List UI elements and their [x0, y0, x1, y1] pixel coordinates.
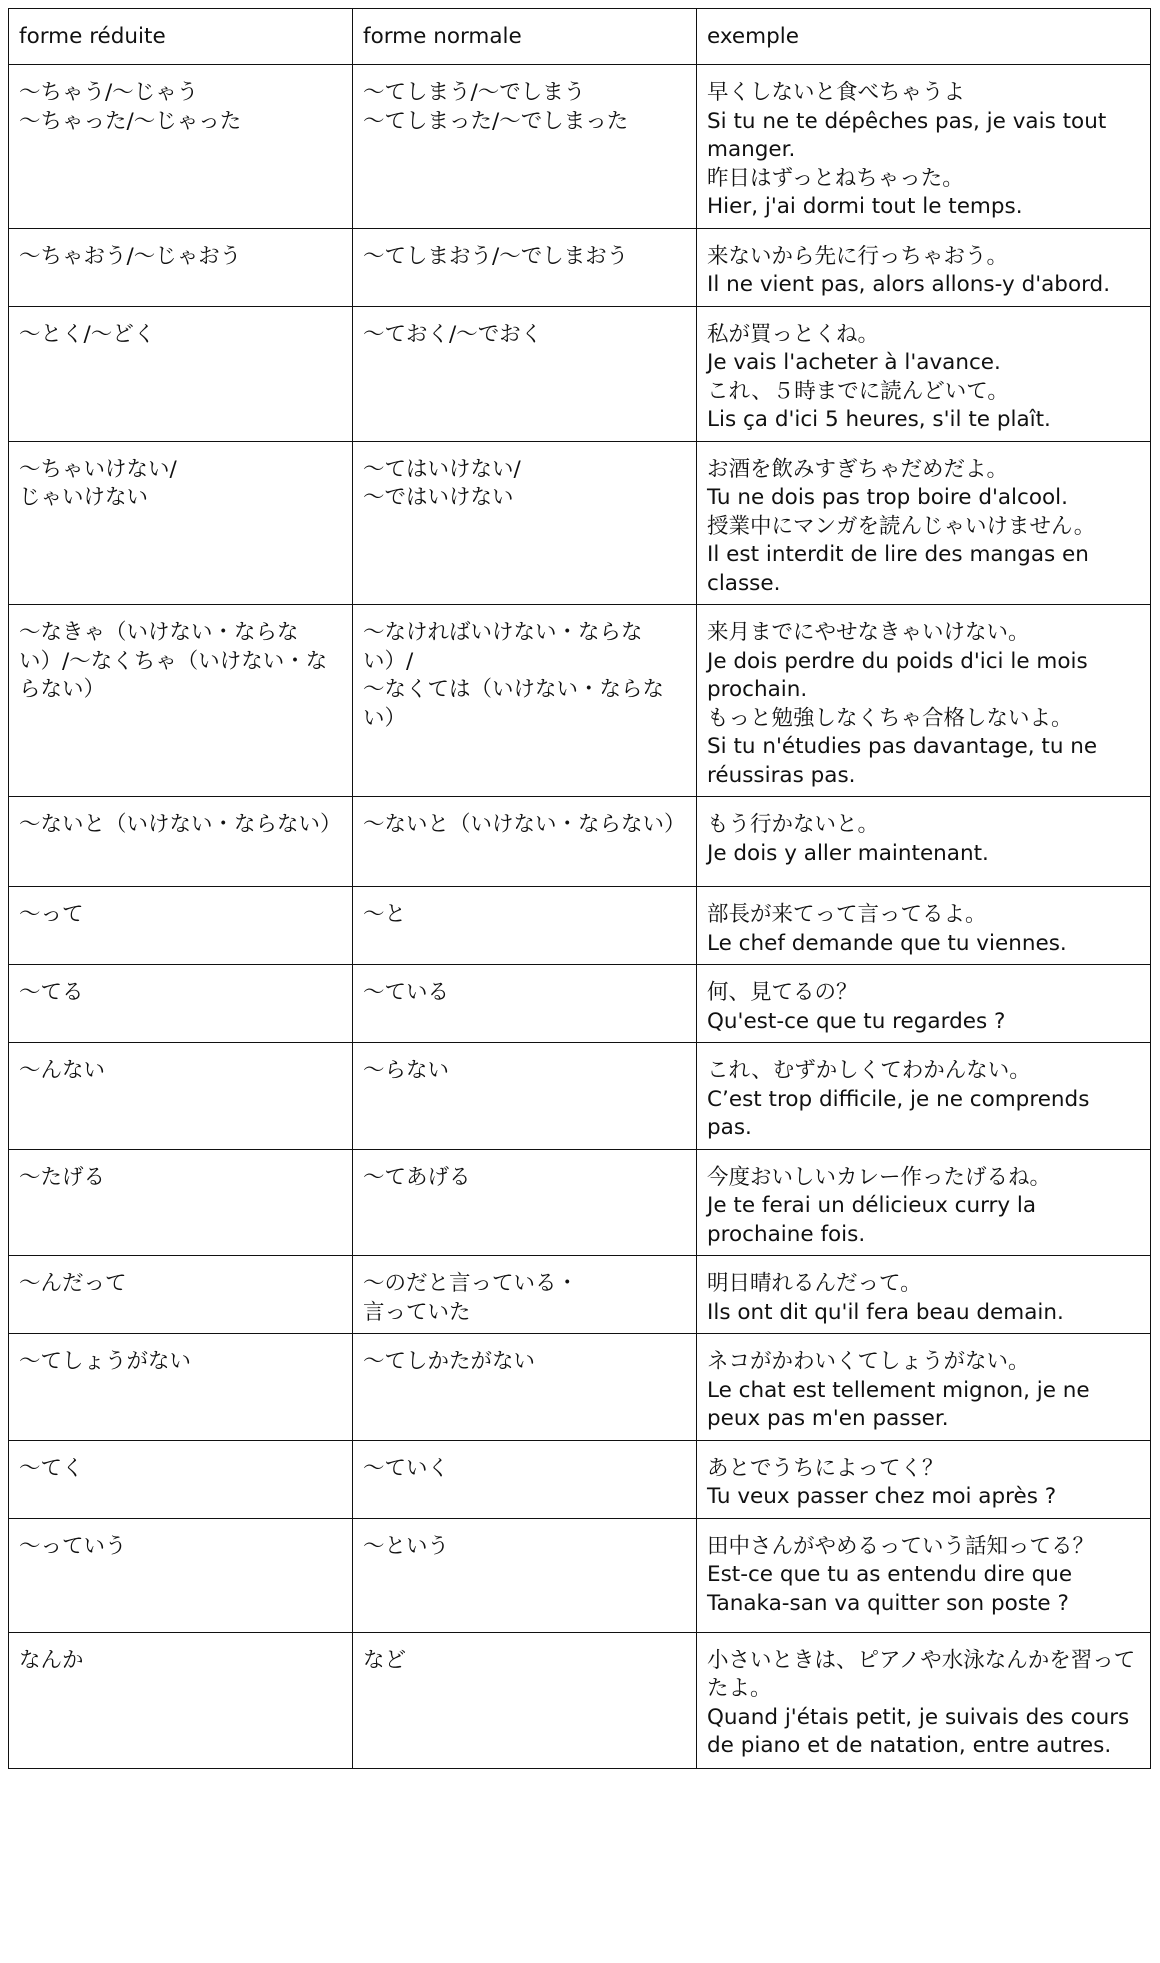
- cell-text-line: ～と: [363, 902, 407, 927]
- cell-text-line: もっと勉強しなくちゃ合格しないよ。: [707, 705, 1073, 731]
- cell-text-line: ～てしょうがない: [19, 1349, 192, 1374]
- cell-text-line: Si tu n'étudies pas davantage, tu ne réussiras pas.: [707, 734, 1098, 788]
- cell-reduced-form: [9, 441, 353, 605]
- header-cell-example: exemple: [697, 9, 1151, 65]
- cell-text-line: 早くしないと食べちゃうよ: [707, 80, 966, 105]
- cell-normal-form: [353, 1334, 697, 1441]
- cell-example: [697, 228, 1151, 306]
- cell-text-line: ～ていく: [363, 1455, 450, 1481]
- cell-text-line: ～てしまった/～でしまった: [363, 108, 629, 134]
- cell-normal-form: [353, 1043, 697, 1150]
- cell-text-line: ～ではいけない: [363, 485, 514, 510]
- cell-normal-form: [353, 887, 697, 965]
- grammar-table: [8, 8, 1151, 1769]
- cell-reduced-form: [9, 1632, 353, 1768]
- cell-text-line: ～のだと言っている・: [363, 1271, 579, 1296]
- cell-reduced-form: [9, 1043, 353, 1150]
- cell-text-line: Si tu ne te dépêches pas, je vais tout manger.: [707, 108, 1107, 162]
- cell-example: [697, 1043, 1151, 1150]
- cell-text-line: 授業中にマンガを読んじゃいけません。: [707, 513, 1096, 539]
- cell-text-line: Je dois y aller maintenant.: [707, 840, 989, 866]
- cell-reduced-form: [9, 887, 353, 965]
- cell-text-line: あとでうちによってく？: [707, 1455, 944, 1481]
- cell-text-line: 部長が来てって言ってるよ。: [707, 902, 987, 927]
- cell-text-line: ～てしまおう/～でしまおう: [363, 243, 629, 269]
- cell-text-line: Ils ont dit qu'il fera beau demain.: [707, 1299, 1064, 1325]
- cell-text-line: ～んない: [19, 1058, 106, 1083]
- table-row: [9, 797, 1151, 887]
- cell-example: [697, 306, 1151, 441]
- cell-example: [697, 965, 1151, 1043]
- cell-normal-form: [353, 1149, 697, 1256]
- cell-text-line: Est-ce que tu as entendu dire que Tanaka-san va quitter son poste ?: [707, 1562, 1073, 1616]
- cell-text-line: 小さいときは、ピアノや水泳なんかを習ってたよ。: [707, 1647, 1136, 1701]
- cell-reduced-form: [9, 1149, 353, 1256]
- cell-reduced-form: [9, 1334, 353, 1441]
- cell-text-line: 来ないから先に行っちゃおう。: [707, 243, 1009, 269]
- table-row: [9, 1334, 1151, 1441]
- cell-text-line: ～という: [363, 1533, 450, 1559]
- cell-normal-form: [353, 65, 697, 229]
- cell-text-line: ～なければいけない・ならない）/: [363, 620, 643, 674]
- cell-normal-form: [353, 441, 697, 605]
- cell-text-line: Qu'est-ce que tu regardes ?: [707, 1008, 1006, 1034]
- cell-reduced-form: [9, 797, 353, 887]
- table-row: [9, 441, 1151, 605]
- cell-reduced-form: [9, 605, 353, 797]
- table-row: [9, 1149, 1151, 1256]
- cell-text-line: ネコがかわいくてしょうがない。: [707, 1349, 1030, 1374]
- cell-example: [697, 1632, 1151, 1768]
- cell-text-line: ～ちゃった/～じゃった: [19, 108, 242, 134]
- cell-text-line: 田中さんがやめるっていう話知ってる？: [707, 1533, 1095, 1559]
- cell-text-line: ～って: [19, 902, 84, 927]
- table-row: [9, 1440, 1151, 1518]
- header-cell-reduced: forme réduite: [9, 9, 353, 65]
- header-row: [9, 9, 1151, 65]
- cell-example: [697, 605, 1151, 797]
- cell-text-line: ～ないと（いけない・ならない）: [19, 812, 342, 837]
- cell-text-line: ～てく: [19, 1455, 84, 1481]
- cell-text-line: これ、５時までに読んどいて。: [707, 378, 1009, 404]
- header-cell-normal: forme normale: [353, 9, 697, 65]
- cell-text-line: ～んだって: [19, 1271, 127, 1296]
- table-row: [9, 605, 1151, 797]
- cell-normal-form: [353, 306, 697, 441]
- cell-text-line: お酒を飲みすぎちゃだめだよ。: [707, 456, 1009, 482]
- cell-text-line: など: [363, 1647, 407, 1673]
- cell-text-line: ～ちゃいけない/: [19, 456, 177, 482]
- cell-text-line: ～てあげる: [363, 1164, 471, 1190]
- cell-text-line: Tu veux passer chez moi après ?: [707, 1484, 1057, 1509]
- cell-reduced-form: [9, 65, 353, 229]
- cell-text-line: C’est trop difficile, je ne comprends pas.: [707, 1086, 1090, 1140]
- cell-text-line: ～とく/～どく: [19, 321, 156, 347]
- cell-text-line: 昨日はずっとねちゃった。: [707, 165, 964, 191]
- cell-text-line: ～たげる: [19, 1164, 106, 1190]
- cell-text-line: ～なきゃ（いけない・ならない）/～なくちゃ（いけない・ならない）: [19, 620, 328, 702]
- cell-normal-form: [353, 228, 697, 306]
- cell-text-line: これ、むずかしくてわかんない。: [707, 1058, 1031, 1083]
- cell-text-line: 来月までにやせなきゃいけない。: [707, 620, 1030, 645]
- cell-text-line: Il est interdit de lire des mangas en classe.: [707, 542, 1089, 596]
- cell-text-line: ～ておく/～でおく: [363, 321, 543, 347]
- cell-text-line: Quand j'étais petit, je suivais des cours de piano et de natation, entre autres.: [707, 1704, 1130, 1758]
- table-row: [9, 1632, 1151, 1768]
- cell-text-line: ～ちゃう/～じゃう: [19, 80, 199, 105]
- table-row: [9, 306, 1151, 441]
- cell-text-line: ～なくては（いけない・ならない）: [363, 677, 665, 731]
- cell-text-line: ～ちゃおう/～じゃおう: [19, 243, 242, 269]
- cell-text-line: Je dois perdre du poids d'ici le mois prochain.: [707, 648, 1088, 702]
- cell-normal-form: [353, 797, 697, 887]
- cell-text-line: ～てはいけない/: [363, 456, 521, 482]
- cell-normal-form: [353, 1518, 697, 1632]
- cell-example: [697, 1149, 1151, 1256]
- cell-text-line: Je vais l'acheter à l'avance.: [707, 350, 1001, 375]
- cell-text-line: ～っていう: [19, 1533, 127, 1559]
- cell-text-line: Lis ça d'ici 5 heures, s'il te plaît.: [707, 407, 1051, 432]
- cell-example: [697, 441, 1151, 605]
- cell-text-line: ～てしかたがない: [363, 1349, 536, 1374]
- cell-text-line: Le chef demande que tu viennes.: [707, 930, 1067, 956]
- cell-text-line: 明日晴れるんだって。: [707, 1271, 922, 1296]
- cell-text-line: じゃいけない: [19, 485, 149, 510]
- table-row: [9, 1256, 1151, 1334]
- cell-reduced-form: [9, 1256, 353, 1334]
- cell-reduced-form: [9, 228, 353, 306]
- cell-normal-form: [353, 1256, 697, 1334]
- table-row: [9, 887, 1151, 965]
- cell-reduced-form: [9, 1518, 353, 1632]
- cell-example: [697, 65, 1151, 229]
- cell-example: [697, 887, 1151, 965]
- table-row: [9, 65, 1151, 229]
- table-row: [9, 965, 1151, 1043]
- cell-text-line: ～てしまう/～でしまう: [363, 80, 586, 105]
- cell-normal-form: [353, 1440, 697, 1518]
- cell-text-line: 言っていた: [363, 1299, 471, 1325]
- cell-example: [697, 1440, 1151, 1518]
- cell-example: [697, 797, 1151, 887]
- cell-text-line: なんか: [19, 1647, 84, 1673]
- table-row: [9, 1043, 1151, 1150]
- cell-example: [697, 1334, 1151, 1441]
- table-row: [9, 1518, 1151, 1632]
- cell-normal-form: [353, 605, 697, 797]
- cell-text-line: ～ている: [363, 980, 450, 1005]
- cell-text-line: Je te ferai un délicieux curry la prochaine fois.: [707, 1193, 1037, 1247]
- cell-example: [697, 1518, 1151, 1632]
- table-row: [9, 228, 1151, 306]
- cell-normal-form: [353, 965, 697, 1043]
- cell-text-line: 何、見てるの？: [707, 980, 858, 1005]
- cell-normal-form: [353, 1632, 697, 1768]
- cell-text-line: Tu ne dois pas trop boire d'alcool.: [707, 485, 1068, 510]
- cell-reduced-form: [9, 965, 353, 1043]
- cell-text-line: ～てる: [19, 980, 84, 1005]
- cell-reduced-form: [9, 306, 353, 441]
- cell-text-line: 私が買っとくね。: [707, 321, 880, 347]
- cell-text-line: ～ないと（いけない・ならない）: [363, 812, 686, 837]
- cell-text-line: Hier, j'ai dormi tout le temps.: [707, 194, 1023, 219]
- cell-text-line: 今度おいしいカレー作ったげるね。: [707, 1164, 1052, 1190]
- cell-text-line: Il ne vient pas, alors allons-y d'abord.: [707, 272, 1111, 297]
- cell-reduced-form: [9, 1440, 353, 1518]
- cell-text-line: もう行かないと。: [707, 812, 880, 837]
- cell-text-line: Le chat est tellement mignon, je ne peux pas m'en passer.: [707, 1377, 1090, 1431]
- cell-text-line: ～らない: [363, 1058, 450, 1083]
- cell-example: [697, 1256, 1151, 1334]
